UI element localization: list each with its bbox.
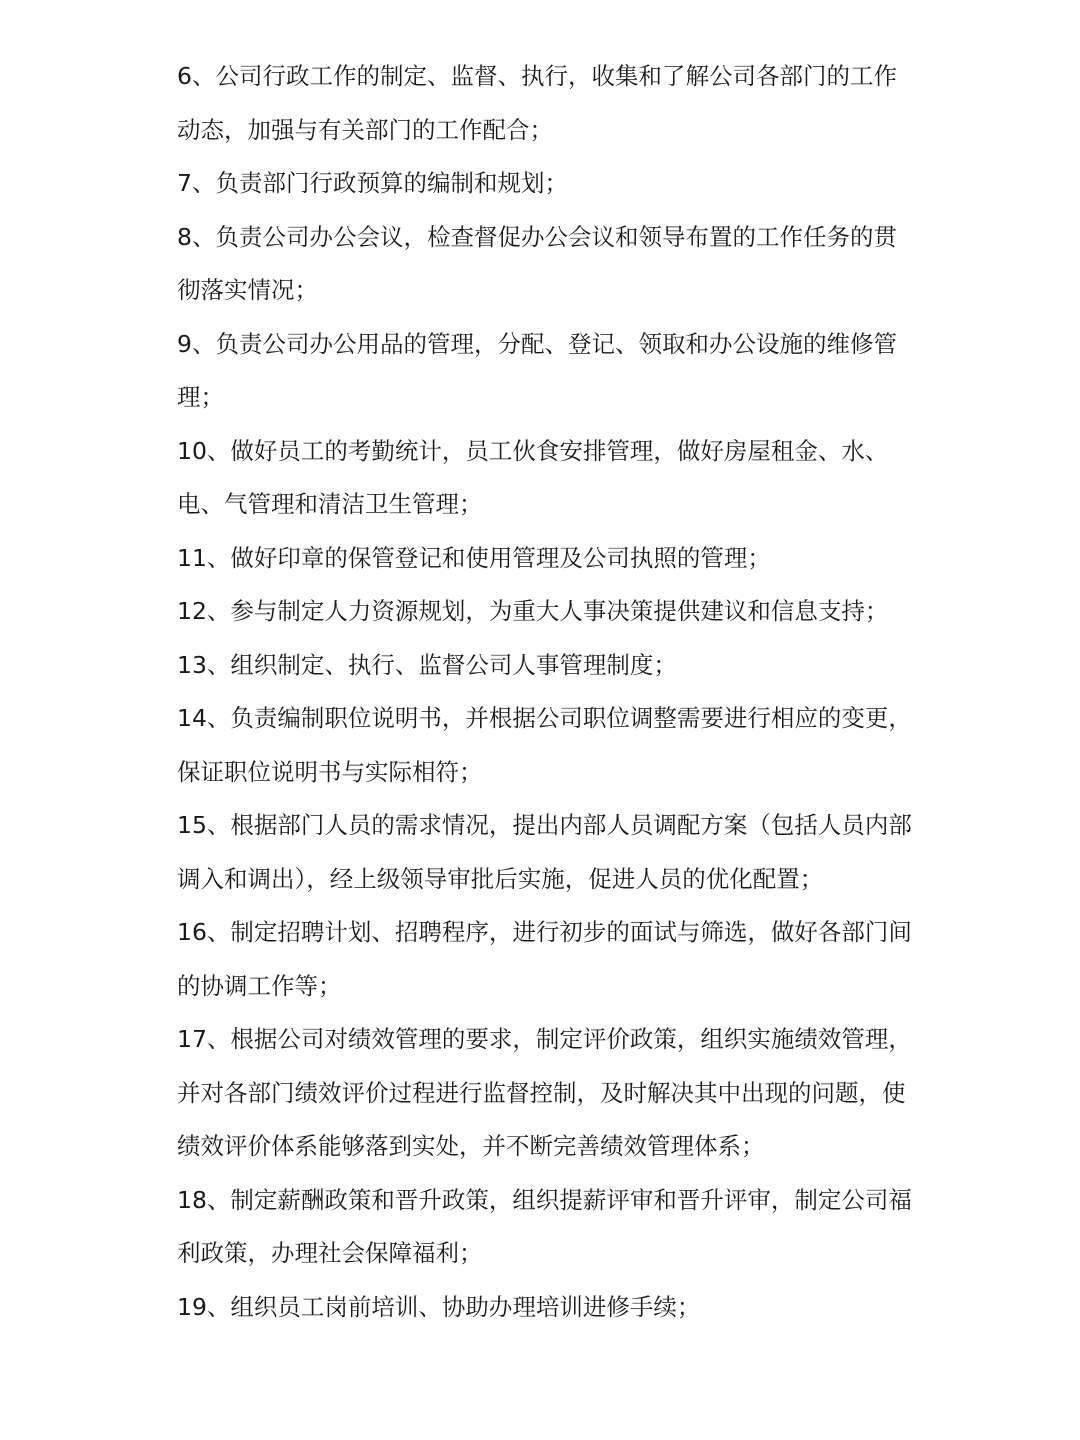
duty-item-8: 8、负责公司办公会议，检查督促办公会议和领导布置的工作任务的贯彻落实情况；: [177, 222, 897, 304]
duty-item-17: 17、根据公司对绩效管理的要求，制定评价政策，组织实施绩效管理，并对各部门绩效评价过程进行监督控制，及时解决其中出现的问题，使绩效评价体系能够落到实处，并不断完善绩效管理体系；: [177, 1025, 912, 1160]
duty-item-9: 9、负责公司办公用品的管理，分配、登记、领取和办公设施的维修管理；: [177, 329, 897, 411]
duty-item-10: 10、做好员工的考勤统计，员工伙食安排管理，做好房屋租金、水、电、气管理和清洁卫生管理；: [177, 436, 889, 518]
duty-item-16: 16、制定招聘计划、招聘程序，进行初步的面试与筛选，做好各部门间的协调工作等；: [177, 918, 912, 1000]
duty-item-12: 12、参与制定人力资源规划，为重大人事决策提供建议和信息支持；: [177, 597, 889, 625]
duty-item-11: 11、做好印章的保管登记和使用管理及公司执照的管理；: [177, 543, 771, 572]
duty-list: [177, 50, 912, 1334]
duty-item-7: 7、负责部门行政预算的编制和规划；: [177, 169, 568, 197]
duty-item-19: 19、组织员工岗前培训、协助办理培训进修手续；: [177, 1292, 701, 1321]
duty-item-18: 18、制定薪酬政策和晋升政策，组织提薪评审和晋升评审，制定公司福利政策，办理社会保障福利；: [177, 1185, 912, 1267]
duty-item-14: 14、负责编制职位说明书，并根据公司职位调整需要进行相应的变更，保证职位说明书与实际相符；: [177, 704, 912, 786]
duty-item-6: 6、公司行政工作的制定、监督、执行，收集和了解公司各部门的工作动态，加强与有关部门的工作配合；: [177, 62, 897, 144]
duty-item-15: 15、根据部门人员的需求情况，提出内部人员调配方案（包括人员内部调入和调出），经上级领导审批后实施，促进人员的优化配置；: [177, 811, 912, 893]
duty-item-13: 13、组织制定、执行、监督公司人事管理制度；: [177, 650, 677, 679]
